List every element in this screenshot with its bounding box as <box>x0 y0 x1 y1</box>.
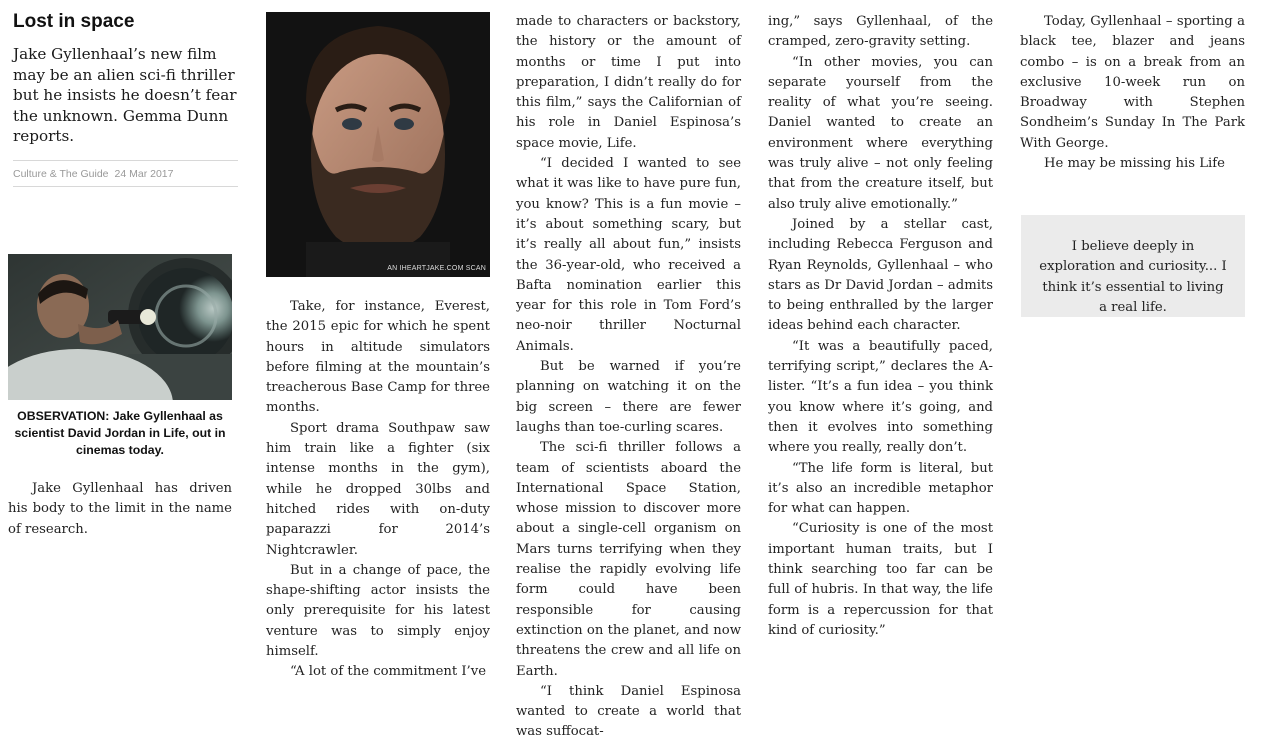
body-paragraph: ing,” says Gyllenhaal, of the cramped, zero-gravity setting. <box>768 14 993 50</box>
divider <box>13 186 238 187</box>
pull-quote-text: I believe deeply in exploration and curiosity... I think it’s essential to living a real life. <box>1039 239 1227 315</box>
body-paragraph: Joined by a stellar cast, including Rebecca Ferguson and Ryan Reynolds, Gyllenhaal – who stars as Dr David Jordan – admits to being enthralled by the larger ideas behind each character. <box>768 216 993 334</box>
article-headline: Lost in space <box>13 11 135 32</box>
photo-caption: OBSERVATION: Jake Gyllenhaal as scientist David Jordan in Life, out in cinemas today. <box>14 409 226 457</box>
body-paragraph: “I decided I wanted to see what it was like to have pure fun, you know? This is a fun movie – it’s about something scary, but it’s really all about fun,” insists the 36-year-old, who received a Bafta nomination earlier this year for this role in Tom Ford’s neo-noir thriller Nocturnal Animals. <box>516 156 741 354</box>
body-paragraph: “It was a beautifully paced, terrifying script,” declares the A-lister. “It’s a fun idea – you think you know where it’s going, and then it evolves into something where you really, really don’t. <box>768 338 993 456</box>
pull-quote <box>1021 215 1245 317</box>
article-standfirst: Jake Gyllenhaal’s new film may be an alien sci-fi thriller but he insists he doesn’t fear the unknown. Gemma Dunn reports. <box>13 45 237 145</box>
body-paragraph: The sci-fi thriller follows a team of scientists aboard the International Space Station, whose mission to discover more about a single-cell organism on Mars turns terrifying when they realise the rapidly evolving life form could have been responsible for causing extinction on the planet, and now threatens the crew and all life on Earth. <box>516 440 741 679</box>
body-paragraph: Today, Gyllenhaal – sporting a black tee, blazer and jeans combo – is on a break from an exclusive 10-week run on Broadway with Stephen Sondheim’s Sunday In The Park With George. <box>1020 14 1245 151</box>
body-column-5 <box>1020 12 1245 174</box>
headline-column <box>13 0 238 187</box>
body-column-3 <box>516 12 741 743</box>
body-paragraph: But in a change of pace, the shape-shifting actor insists the only prerequisite for his latest venture was to simply enjoy himself. <box>266 562 490 660</box>
film-still-image <box>8 254 232 400</box>
body-paragraph: “In other movies, you can separate yourself from the reality of what you’re seeing. Daniel wanted to create an environment where everything was truly alive – not only feeling that from the creature itself, but also truly alive emotionally.” <box>768 54 993 212</box>
section-label[interactable]: Culture & The Guide <box>13 167 109 180</box>
body-paragraph: Sport drama Southpaw saw him train like a fighter (six intense months in the gym), while he dropped 30lbs and hitched rides with on-duty paparazzi for 2014’s Nightcrawler. <box>266 420 490 558</box>
body-paragraph: “I think Daniel Espinosa wanted to create a world that was suffocat- <box>516 683 741 740</box>
portrait-image <box>266 12 490 277</box>
body-paragraph: He may be missing his Life <box>1044 156 1225 172</box>
body-paragraph: But be warned if you’re planning on watching it on the big screen – there are fewer laughs than toe-curling scares. <box>516 359 741 435</box>
body-paragraph: “Curiosity is one of the most important human traits, but I think searching too far can be full of hubris. In that way, the life form is a repercussion for that kind of curiosity.” <box>768 521 993 638</box>
body-paragraph: Take, for instance, Everest, the 2015 epic for which he spent hours in altitude simulators before filming at the mountain’s treacherous Base Camp for three months. <box>266 299 490 416</box>
publish-date: 24 Mar 2017 <box>114 167 174 180</box>
body-paragraph: “The life form is literal, but it’s also an incredible metaphor for what can happen. <box>768 460 993 517</box>
article-meta <box>13 161 238 186</box>
body-column-1 <box>8 479 232 540</box>
body-column-4 <box>768 12 993 641</box>
watermark-text: AN IHEARTJAKE.COM SCAN <box>387 265 486 272</box>
body-paragraph: Jake Gyllenhaal has driven his body to the limit in the name of research. <box>8 481 232 537</box>
body-paragraph: made to characters or backstory, the history or the amount of months or time I put into preparation, I didn’t really do for this film,” says the Californian of his role in Daniel Espinosa’s space movie, Life. <box>516 14 741 151</box>
body-column-2 <box>266 297 490 683</box>
body-paragraph: “A lot of the commitment I’ve <box>290 664 487 680</box>
